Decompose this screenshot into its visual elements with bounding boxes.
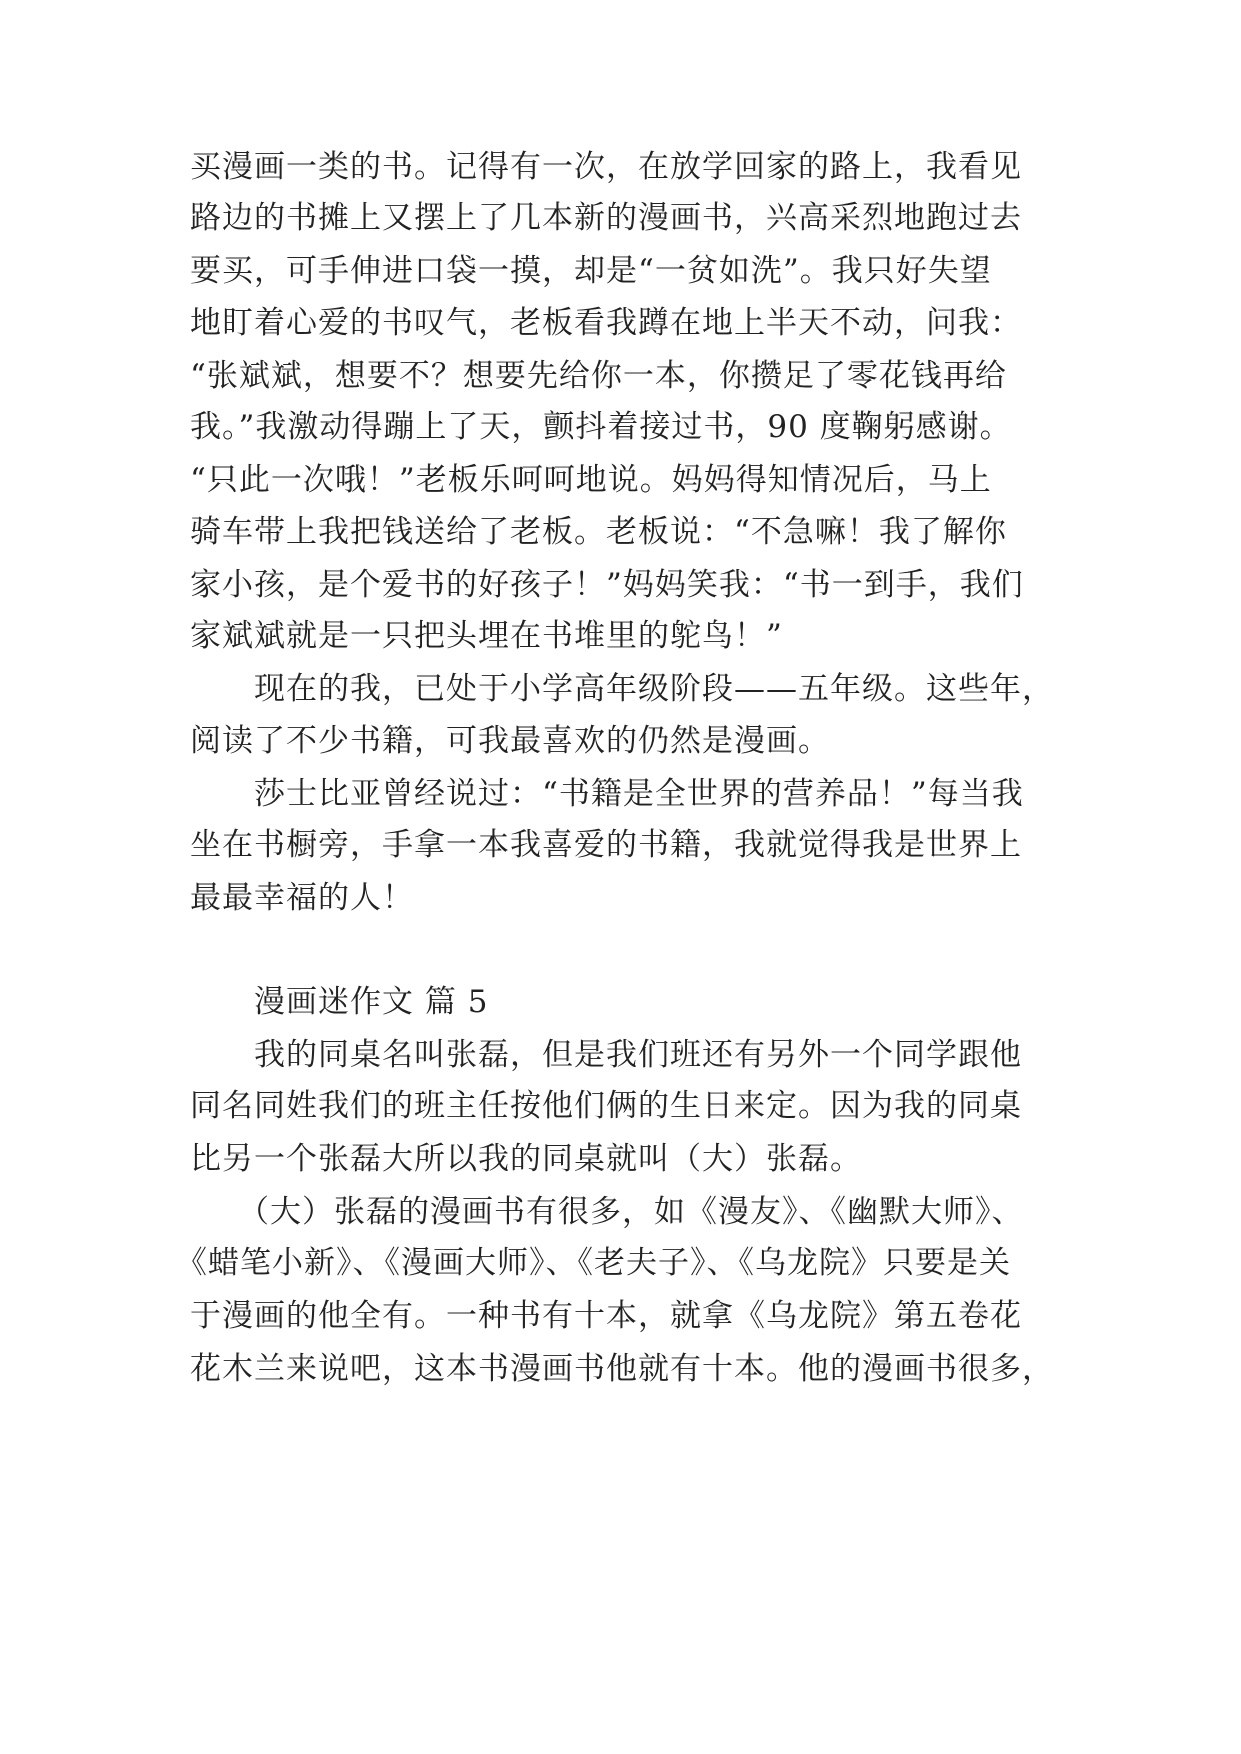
text-line: “只此一次哦！”老板乐呵呵地说。妈妈得知情况后，马上 [190,462,992,498]
paragraph-first-line: 我的同桌名叫张磊，但是我们班还有另外一个同学跟他 [254,1037,1022,1073]
text-line: 买漫画一类的书。记得有一次，在放学回家的路上，我看见 [190,149,1022,185]
section-heading: 漫画迷作文 篇 5 [254,984,489,1020]
text-line: 我。”我激动得蹦上了天，颤抖着接过书，90 度鞠躬感谢。 [190,409,1012,445]
text-line: 要买，可手伸进口袋一摸，却是“一贫如洗”。我只好失望 [190,253,992,289]
text-line: 家小孩，是个爱书的好孩子！”妈妈笑我：“书一到手，我们 [190,567,1024,603]
paragraph-first-line: （大）张磊的漫画书有很多，如《漫友》、《幽默大师》、 [238,1194,1024,1230]
text-line: 比另一个张磊大所以我的同桌就叫（大）张磊。 [190,1141,862,1177]
text-line: 地盯着心爱的书叹气，老板看我蹲在地上半天不动，问我： [190,305,1022,341]
text-line: 家斌斌就是一只把头埋在书堆里的鸵鸟！” [190,618,783,654]
text-line: 坐在书橱旁，手拿一本我喜爱的书籍，我就觉得我是世界上 [190,827,1022,863]
paragraph-first-line: 现在的我，已处于小学高年级阶段——五年级。这些年， [254,671,1054,707]
text-line: 骑车带上我把钱送给了老板。老板说：“不急嘛！我了解你 [190,514,1007,550]
text-line: 《蜡笔小新》、《漫画大师》、《老夫子》、《乌龙院》只要是关 [176,1245,1011,1281]
text-line: 阅读了不少书籍，可我最喜欢的仍然是漫画。 [190,723,830,759]
paragraph-first-line: 莎士比亚曾经说过：“书籍是全世界的营养品！”每当我 [254,776,1024,812]
text-line: 花木兰来说吧，这本书漫画书他就有十本。他的漫画书很多， [190,1351,1054,1387]
text-line: “张斌斌，想要不？想要先给你一本，你攒足了零花钱再给 [190,358,1007,394]
text-line: 最最幸福的人！ [190,880,414,916]
text-line: 同名同姓我们的班主任按他们俩的生日来定。因为我的同桌 [190,1088,1022,1124]
text-line: 路边的书摊上又摆上了几本新的漫画书，兴高采烈地跑过去 [190,200,1022,236]
text-line: 于漫画的他全有。一种书有十本，就拿《乌龙院》第五卷花 [190,1298,1022,1334]
